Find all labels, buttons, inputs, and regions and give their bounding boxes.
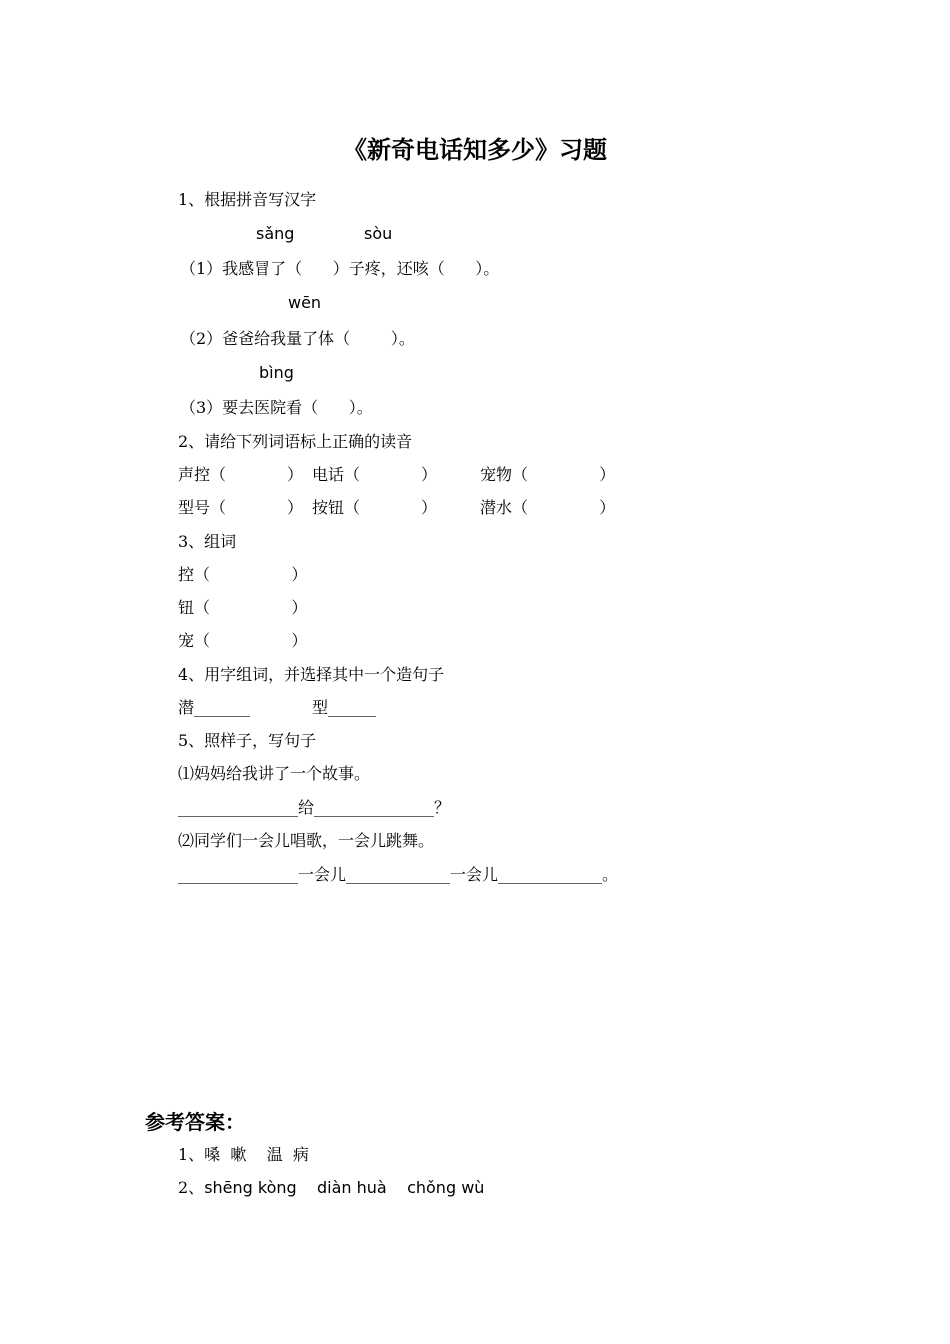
q1-item-1: （1）我感冒了（ ）子疼，还咳（ ）。 [180, 259, 500, 278]
q2-word-xinghao: 型号（ ） [178, 498, 304, 517]
q1-heading: 1、根据拼音写汉字 [178, 190, 317, 209]
q2-word-dianhua: 电话（ ） [312, 465, 438, 484]
q3-item-niu: 钮（ ） [178, 598, 308, 617]
q2-word-chongwu: 宠物（ ） [480, 465, 616, 484]
answer-2 [178, 1178, 484, 1198]
answer-1: 1、嗓 嗽 温 病 [178, 1145, 309, 1164]
answers-heading: 参考答案： [145, 1110, 245, 1134]
q2-word-qianshui: 潜水（ ） [480, 498, 616, 517]
q1-item-2: （2）爸爸给我量了体（ ）。 [180, 329, 415, 348]
q1-pinyin-bing: bìng [259, 363, 294, 382]
q4-heading: 4、用字组词，并选择其中一个造句子 [178, 665, 445, 684]
q2-heading: 2、请给下列词语标上正确的读音 [178, 432, 413, 451]
q5-example-1: ⑴妈妈给我讲了一个故事。 [178, 764, 371, 783]
q4-item-qian: 潜_______ [178, 698, 251, 717]
q1-pinyin-sou: sòu [364, 224, 393, 243]
q3-heading: 3、组词 [178, 532, 237, 551]
page-title: 《新奇电话知多少》习题 [343, 136, 607, 164]
q3-item-chong: 宠（ ） [178, 631, 308, 650]
q5-heading: 5、照样子，写句子 [178, 731, 317, 750]
q1-item-3: （3）要去医院看（ ）。 [180, 398, 373, 417]
q2-word-shengkong: 声控（ ） [178, 465, 304, 484]
answer-2-prefix: 2、 [178, 1178, 205, 1197]
answer-2-pinyin: shēng kòng diàn huà chǒng wù [204, 1178, 485, 1197]
q3-item-kong: 控（ ） [178, 565, 308, 584]
q4-item-xing: 型______ [312, 698, 377, 717]
q1-pinyin-wen: wēn [288, 293, 322, 312]
q5-example-2: ⑵同学们一会儿唱歌，一会儿跳舞。 [178, 831, 435, 850]
q1-pinyin-sang: sǎng [256, 224, 295, 243]
q5-blank-1: _______________给_______________？ [178, 798, 451, 817]
q5-blank-2: _______________一会儿_____________一会儿_____________。 [178, 865, 619, 884]
q2-word-anniu: 按钮（ ） [312, 498, 438, 517]
